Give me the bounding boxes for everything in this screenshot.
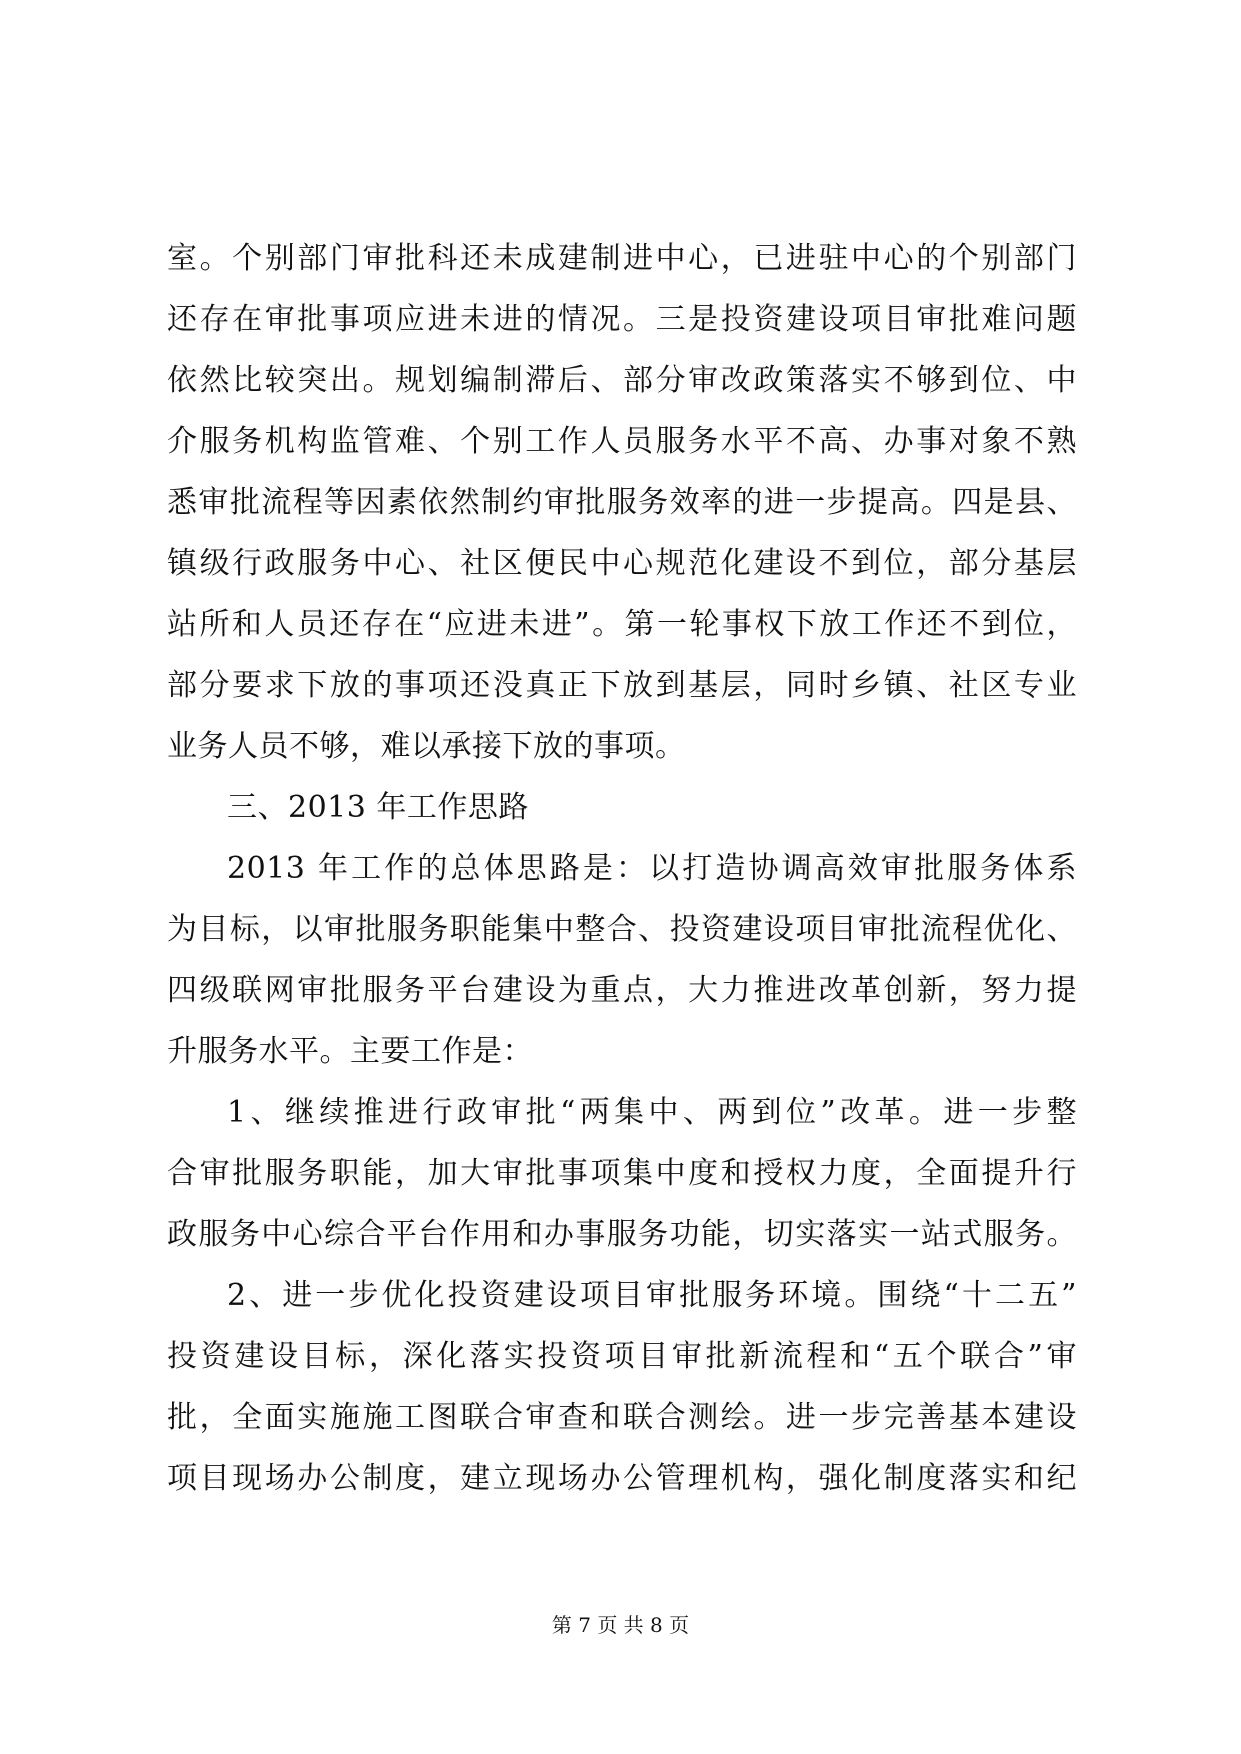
text-line: 还存在审批事项应进未进的情况。三是投资建设项目审批难问题 (167, 302, 1077, 337)
section-heading: 三、2013 年工作思路 (227, 790, 529, 825)
text-line: 升服务水平。主要工作是： (167, 1034, 533, 1069)
page-number-footer: 第 7 页 共 8 页 (551, 1613, 690, 1637)
text-line: 为目标，以审批服务职能集中整合、投资建设项目审批流程优化、 (167, 912, 1077, 947)
text-line: 依然比较突出。规划编制滞后、部分审改政策落实不够到位、中 (167, 363, 1077, 398)
text-line: 投资建设目标，深化落实投资项目审批新流程和“五个联合”审 (167, 1339, 1077, 1374)
text-line: 政服务中心综合平台作用和办事服务功能，切实落实一站式服务。 (167, 1217, 1077, 1252)
paragraph-first-line: 2、进一步优化投资建设项目审批服务环境。围绕“十二五” (227, 1278, 1077, 1313)
paragraph-first-line: 1、继续推进行政审批“两集中、两到位”改革。进一步整 (227, 1095, 1077, 1130)
text-line: 镇级行政服务中心、社区便民中心规范化建设不到位，部分基层 (167, 546, 1077, 581)
text-line: 悉审批流程等因素依然制约审批服务效率的进一步提高。四是县、 (167, 485, 1077, 520)
text-line: 项目现场办公制度，建立现场办公管理机构，强化制度落实和纪 (167, 1461, 1077, 1496)
text-line: 站所和人员还存在“应进未进”。第一轮事权下放工作还不到位， (167, 607, 1077, 642)
text-line: 室。个别部门审批科还未成建制进中心，已进驻中心的个别部门 (167, 241, 1077, 276)
document-body (167, 228, 1077, 1509)
text-line: 介服务机构监管难、个别工作人员服务水平不高、办事对象不熟 (167, 424, 1077, 459)
paragraph-first-line: 2013 年工作的总体思路是：以打造协调高效审批服务体系 (227, 851, 1077, 886)
text-line: 部分要求下放的事项还没真正下放到基层，同时乡镇、社区专业 (167, 668, 1077, 703)
text-line: 批，全面实施施工图联合审查和联合测绘。进一步完善基本建设 (167, 1400, 1077, 1435)
text-line: 四级联网审批服务平台建设为重点，大力推进改革创新，努力提 (167, 973, 1077, 1008)
text-line: 合审批服务职能，加大审批事项集中度和授权力度，全面提升行 (167, 1156, 1077, 1191)
text-line: 业务人员不够，难以承接下放的事项。 (167, 729, 686, 764)
